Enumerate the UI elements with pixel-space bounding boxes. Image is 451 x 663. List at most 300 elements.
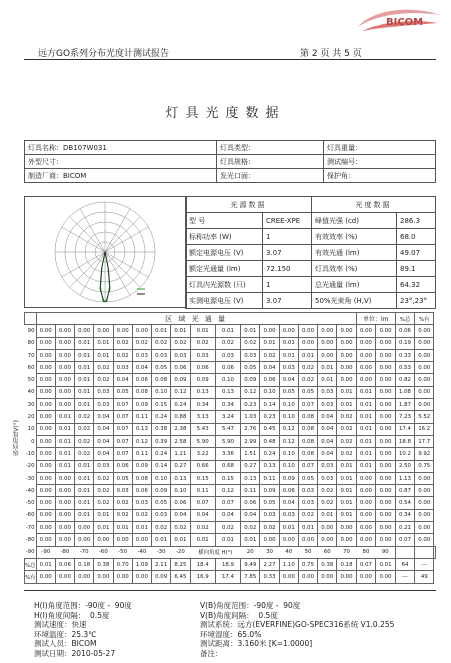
- source-header: 光源数据: [186, 197, 312, 213]
- zone-cell: 0.06: [171, 497, 190, 509]
- zone-cell: 0.14: [260, 399, 279, 411]
- zone-row: [25, 386, 436, 398]
- zone-cell: 0.05: [113, 386, 132, 398]
- zone-cell: 9.49: [241, 558, 260, 570]
- zone-cell: 0.08: [298, 411, 317, 423]
- zone-cell: 0.01: [279, 349, 298, 361]
- zone-cell: 0.03: [94, 460, 113, 472]
- x-tick-label: 40: [285, 549, 293, 556]
- zone-cell: 0.07: [395, 534, 414, 546]
- table-row: [186, 245, 436, 261]
- zone-cell: 0.01: [75, 472, 94, 484]
- src-label: 标称功率 (W): [186, 229, 263, 245]
- zone-cell: 0.04: [190, 509, 215, 521]
- zone-cell: 0.05: [152, 362, 171, 374]
- zone-cell: 0.00: [337, 571, 356, 583]
- zone-cell: 0.03: [318, 399, 337, 411]
- zone-cell: 0.00: [132, 534, 151, 546]
- zone-cell: 0.10: [171, 485, 190, 497]
- zone-cell: 0.02: [75, 411, 94, 423]
- x-axis-row: [25, 546, 436, 558]
- zone-cell: 0.10: [260, 386, 279, 398]
- zone-cell: 0.00: [356, 509, 376, 521]
- zone-title: 区 域 光 通 量: [36, 313, 356, 325]
- zone-cell: 0.00: [55, 485, 74, 497]
- zone-cell: 0.02: [298, 362, 317, 374]
- zone-cell: 0.03: [94, 386, 113, 398]
- zone-cell: 0.09: [190, 374, 215, 386]
- row-label: %有: [25, 571, 37, 583]
- polar-intensity-plot: [24, 196, 187, 308]
- y-tick-label: 90: [25, 325, 37, 337]
- zone-cell: 0.10: [215, 374, 240, 386]
- zone-cell: 0.01: [75, 349, 94, 361]
- zone-cell: 0.07: [215, 497, 240, 509]
- zone-cell: 0.18: [337, 558, 356, 570]
- zone-cell: 0.00: [36, 374, 55, 386]
- zone-cell: 0.00: [376, 448, 396, 460]
- zone-cell: 0.01: [94, 509, 113, 521]
- zone-row: [25, 362, 436, 374]
- zone-cell: 0.04: [241, 509, 260, 521]
- zone-cell: 0.06: [55, 558, 74, 570]
- zone-cell: ---: [415, 558, 434, 570]
- zone-cell: 0.15: [152, 399, 171, 411]
- zone-cell: 0.15: [190, 472, 215, 484]
- zone-cell: 0.00: [94, 534, 113, 546]
- zone-cell: 0.00: [132, 325, 151, 337]
- zone-cell: 0.07: [113, 423, 132, 435]
- zone-cell: 0.07: [298, 460, 317, 472]
- zone-cell: 0.02: [298, 374, 317, 386]
- zone-cell: 0.01: [215, 534, 240, 546]
- zone-cell: 0.08: [132, 472, 151, 484]
- zone-cell: 0.08: [298, 448, 317, 460]
- zone-cell: 3.13: [190, 411, 215, 423]
- x-tick-label: -70: [79, 549, 89, 556]
- zone-cell: 0.01: [55, 411, 74, 423]
- src-value: 1: [263, 277, 312, 293]
- zone-cell: 0.00: [415, 325, 434, 337]
- zone-cell: 0.48: [260, 435, 279, 447]
- zone-cell: 0.00: [376, 399, 396, 411]
- zone-cell: 0.00: [356, 497, 376, 509]
- zone-cell: 0.00: [356, 534, 376, 546]
- zone-cell: 0.00: [337, 522, 356, 534]
- zone-cell: 0.04: [94, 448, 113, 460]
- zone-cell: 0.01: [356, 435, 376, 447]
- zone-cell: 0.00: [298, 325, 317, 337]
- x-tick-label: -80: [60, 549, 70, 556]
- zone-cell: 0.03: [132, 497, 151, 509]
- zone-cell: 0.00: [376, 534, 396, 546]
- y-tick-label: -50: [25, 497, 37, 509]
- zone-cell: 0.01: [190, 325, 215, 337]
- zone-cell: 0.01: [55, 448, 74, 460]
- zone-cell: 0.02: [75, 448, 94, 460]
- zone-cell: 0.01: [356, 460, 376, 472]
- zone-cell: 0.01: [171, 534, 190, 546]
- zone-cell: 0.00: [376, 497, 396, 509]
- zone-cell: 0.08: [132, 386, 151, 398]
- zone-cell: 5.47: [215, 423, 240, 435]
- zone-cell: 0.11: [241, 485, 260, 497]
- zone-cell: 0.01: [318, 362, 337, 374]
- zone-cell: 0.00: [415, 374, 434, 386]
- zone-cell: 3.36: [215, 448, 240, 460]
- photometric-header: 光度数据: [312, 197, 436, 213]
- zone-cell: 0.01: [279, 522, 298, 534]
- zone-cell: 0.00: [337, 349, 356, 361]
- zone-cell: 0.03: [318, 472, 337, 484]
- zone-cell: 0.02: [337, 423, 356, 435]
- src-label: 灯具内光源数 (只): [186, 277, 263, 293]
- zone-cell: 0.03: [298, 497, 317, 509]
- zone-cell: 0.00: [75, 325, 94, 337]
- zone-cell: 0.00: [55, 522, 74, 534]
- zone-cell: 0.08: [298, 435, 317, 447]
- zone-cell: 0.21: [395, 522, 414, 534]
- zone-cell: 0.45: [260, 423, 279, 435]
- zone-cell: 0.03: [94, 399, 113, 411]
- zone-cell: 0.00: [75, 534, 94, 546]
- zone-cell: 0.01: [356, 399, 376, 411]
- x-tick-label: -50: [118, 549, 128, 556]
- zone-cell: 0.38: [94, 558, 113, 570]
- zone-cell: 0.01: [298, 349, 317, 361]
- zone-cell: 0.12: [171, 386, 190, 398]
- zone-cell: 0.09: [241, 374, 260, 386]
- zone-cell: 0.06: [190, 362, 215, 374]
- zone-cell: 0.00: [55, 399, 74, 411]
- zone-cell: 0.13: [260, 460, 279, 472]
- zone-cell: 0.02: [152, 337, 171, 349]
- y-tick-label: -70: [25, 522, 37, 534]
- zone-cell: 0.01: [241, 325, 260, 337]
- zone-cell: 16.9: [190, 571, 215, 583]
- zone-cell: 0.12: [279, 435, 298, 447]
- x-tick-label: 80: [362, 549, 370, 556]
- y-tick-label: -60: [25, 509, 37, 521]
- zone-cell: 0.13: [171, 472, 190, 484]
- src-label: 实测电源电压 (V): [186, 293, 263, 309]
- zone-cell: 0.01: [152, 534, 171, 546]
- zone-cell: 0.00: [36, 497, 55, 509]
- zone-cell: 0.00: [55, 374, 74, 386]
- zone-cell: 17.4: [395, 423, 414, 435]
- zone-cell: 0.01: [55, 435, 74, 447]
- zone-cell: 0.02: [132, 337, 151, 349]
- zone-cell: 0.09: [132, 460, 151, 472]
- page-title: 灯具光度数据: [165, 106, 286, 121]
- zone-cell: 0.11: [132, 411, 151, 423]
- y-tick-label: 80: [25, 337, 37, 349]
- y-tick-label: -80: [25, 534, 37, 546]
- zone-cell: 0.00: [279, 534, 298, 546]
- zone-cell: 0.23: [260, 411, 279, 423]
- zone-row: [25, 460, 436, 472]
- x-tick-label: 50: [304, 549, 312, 556]
- zone-row: [25, 374, 436, 386]
- x-tick-label: 70: [343, 549, 350, 556]
- zone-cell: 0.07: [190, 497, 215, 509]
- zone-cell: 0.00: [55, 509, 74, 521]
- zone-cell: 0.24: [152, 448, 171, 460]
- fixture-weight-cell: 灯具重量：: [324, 141, 436, 155]
- table-row: [186, 229, 436, 245]
- zone-cell: 0.02: [318, 497, 337, 509]
- fixture-type-cell: 灯具类型：: [217, 141, 324, 155]
- zone-cell: 0.00: [36, 571, 55, 583]
- zone-cell: 0.00: [376, 362, 396, 374]
- zone-cell: 0.05: [298, 386, 317, 398]
- zone-cell: 0.00: [337, 534, 356, 546]
- zone-cell: 2.11: [152, 558, 171, 570]
- zone-row: [25, 522, 436, 534]
- spec-cell: 灯具规格：: [217, 155, 324, 169]
- zone-cell: 0.00: [113, 534, 132, 546]
- zone-cell: 0.00: [279, 571, 298, 583]
- zone-cell: 0.02: [94, 374, 113, 386]
- footer-rule: [24, 590, 436, 591]
- zone-cell: 0.00: [318, 522, 337, 534]
- y-tick-label: -40: [25, 485, 37, 497]
- zone-cell: 0.03: [171, 349, 190, 361]
- zone-cell: 0.01: [356, 448, 376, 460]
- zone-cell: 0.00: [376, 386, 396, 398]
- zone-cell: 0.08: [298, 423, 317, 435]
- zone-cell: 0.01: [241, 534, 260, 546]
- zone-cell: 0.00: [36, 362, 55, 374]
- y-tick-label: -30: [25, 472, 37, 484]
- zone-cell: 0.01: [75, 509, 94, 521]
- zone-cell: 0.01: [75, 374, 94, 386]
- zone-cell: 0.06: [260, 374, 279, 386]
- zone-cell: 0.09: [152, 571, 171, 583]
- zone-cell: 0.02: [132, 509, 151, 521]
- zone-cell: 0.02: [113, 509, 132, 521]
- table-row: [25, 155, 436, 169]
- zone-cell: 0.70: [113, 558, 132, 570]
- src-value: 3.07: [263, 293, 312, 309]
- zone-cell: 0.00: [376, 472, 396, 484]
- zone-cell: 2.50: [395, 460, 414, 472]
- zone-cell: 0.01: [356, 423, 376, 435]
- zone-cell: 0.00: [415, 485, 434, 497]
- table-header-row: [186, 197, 436, 213]
- zone-cell: 0.00: [55, 497, 74, 509]
- zone-cell: 0.00: [36, 386, 55, 398]
- zone-cell: 0.07: [113, 399, 132, 411]
- x-axis-spacer: [395, 546, 414, 558]
- zone-cell: 0.00: [55, 534, 74, 546]
- table-row: [25, 141, 436, 155]
- zone-cell: 0.01: [337, 386, 356, 398]
- zone-row: [25, 337, 436, 349]
- photo-value: 89.1: [397, 261, 436, 277]
- footer-left: H(Ⅰ)角度范围：-90度 - 90度 H(Ⅰ)角度间隔： 0.5度 测试速度：快速 环境温度：25.3℃ 测试人员：BICOM 测试日期：2010-05-27: [34, 601, 132, 658]
- page-indicator: 第 2 页 共 5 页: [300, 49, 362, 59]
- photo-value: 49.07: [397, 245, 436, 261]
- zone-cell: 0.27: [241, 460, 260, 472]
- zone-cell: 0.00: [376, 325, 396, 337]
- zone-cell: 1.13: [395, 472, 414, 484]
- zone-cell: 0.10: [279, 411, 298, 423]
- zone-cell: 0.02: [298, 509, 317, 521]
- y-tick-label: 30: [25, 399, 37, 411]
- zone-cell: 0.75: [298, 558, 317, 570]
- zone-cell: 0.00: [337, 362, 356, 374]
- zone-cell: 0.00: [356, 325, 376, 337]
- zone-cell: 0.03: [190, 349, 215, 361]
- zone-cell: 0.00: [36, 448, 55, 460]
- zone-cell: 0.01: [318, 509, 337, 521]
- zone-cell: 0.24: [171, 399, 190, 411]
- zone-cell: 0.02: [190, 522, 215, 534]
- zone-cell: 0.75: [415, 460, 434, 472]
- zone-cell: 0.02: [215, 337, 240, 349]
- zone-cell: 0.03: [260, 509, 279, 521]
- zone-cell: 0.01: [152, 325, 171, 337]
- zone-cell: 0.01: [356, 411, 376, 423]
- zone-cell: 0.27: [171, 460, 190, 472]
- photo-label: 峰值光强 (cd): [312, 213, 397, 229]
- zone-cell: 0.00: [75, 522, 94, 534]
- zone-cell: 0.00: [376, 374, 396, 386]
- zonal-flux-table: [24, 312, 436, 584]
- y-tick-label: -10: [25, 448, 37, 460]
- table-row: [186, 293, 436, 309]
- zone-cell: 0.01: [55, 460, 74, 472]
- zone-cell: 0.00: [36, 325, 55, 337]
- zone-cell: 0.01: [215, 325, 240, 337]
- zone-cell: 2.76: [241, 423, 260, 435]
- zone-cell: 0.87: [395, 485, 414, 497]
- zone-cell: 0.00: [318, 571, 337, 583]
- zone-cell: 0.01: [113, 522, 132, 534]
- zone-cell: 0.00: [36, 399, 55, 411]
- y-tick-label: 60: [25, 362, 37, 374]
- zone-cell: 0.05: [113, 472, 132, 484]
- zone-cell: 0.00: [376, 522, 396, 534]
- zone-cell: 0.00: [356, 522, 376, 534]
- zone-cell: 0.68: [215, 460, 240, 472]
- zone-cell: 0.13: [215, 386, 240, 398]
- photo-value: 23°,23°: [397, 293, 436, 309]
- zone-cell: 0.01: [337, 509, 356, 521]
- zone-cell: 0.00: [356, 337, 376, 349]
- table-row: [186, 261, 436, 277]
- zone-cell: 0.00: [356, 571, 376, 583]
- zone-cell: 0.04: [279, 374, 298, 386]
- zone-cell: 0.00: [298, 534, 317, 546]
- zone-cell: 0.06: [215, 362, 240, 374]
- x-tick-label: 60: [323, 549, 331, 556]
- zone-cell: 3.22: [190, 448, 215, 460]
- zone-cell: 0.00: [36, 460, 55, 472]
- manufacturer-cell: 制造厂商：BICOM: [25, 169, 217, 183]
- zone-cell: 0.04: [132, 362, 151, 374]
- zone-cell: 0.24: [152, 411, 171, 423]
- zone-cell: 0.38: [318, 558, 337, 570]
- zone-cell: 0.04: [318, 448, 337, 460]
- zone-cell: 5.43: [190, 423, 215, 435]
- zone-cell: 0.00: [94, 571, 113, 583]
- zone-cell: 0.54: [395, 497, 414, 509]
- zone-cell: 0.04: [94, 435, 113, 447]
- zone-cell: 0.00: [279, 325, 298, 337]
- zone-cell: 0.00: [337, 325, 356, 337]
- zone-cell: 0.00: [318, 325, 337, 337]
- zone-cell: 10.2: [395, 448, 414, 460]
- zone-cell: 0.34: [215, 399, 240, 411]
- x-axis-spacer: [434, 546, 436, 558]
- zone-cell: 0.01: [260, 337, 279, 349]
- zone-cell: 0.01: [337, 460, 356, 472]
- zone-cell: 0.01: [75, 485, 94, 497]
- zone-cell: 0.13: [190, 386, 215, 398]
- src-label: 型 号: [186, 213, 263, 229]
- row-label: %总: [25, 558, 37, 570]
- zone-cell: 0.05: [298, 472, 317, 484]
- y-tick-label: 40: [25, 386, 37, 398]
- pct-total-row: [25, 558, 436, 570]
- zone-cell: 0.00: [260, 534, 279, 546]
- zone-cell: 0.00: [55, 337, 74, 349]
- zone-cell: 0.05: [241, 362, 260, 374]
- zone-cell: 0.09: [279, 472, 298, 484]
- zone-cell: 0.00: [376, 571, 396, 583]
- dimensions-cell: 外型尺寸：: [25, 155, 217, 169]
- zone-cell: 0.04: [318, 435, 337, 447]
- zone-cell: 0.01: [75, 337, 94, 349]
- zone-cell: 0.82: [395, 374, 414, 386]
- x-tick-label: -20: [175, 549, 185, 556]
- zone-cell: 0.12: [215, 485, 240, 497]
- zone-cell: 0.01: [171, 325, 190, 337]
- zone-cell: 0.11: [132, 448, 151, 460]
- zone-cell: 0.02: [94, 485, 113, 497]
- zone-cell: 0.00: [298, 571, 317, 583]
- zone-cell: 0.00: [36, 337, 55, 349]
- zone-cell: 0.06: [113, 460, 132, 472]
- zone-cell: 8.25: [171, 558, 190, 570]
- zone-cell: 0.03: [132, 349, 151, 361]
- test-number-cell: 测试编号：: [324, 155, 436, 169]
- zone-cell: 0.05: [152, 497, 171, 509]
- zone-cell: 17.7: [415, 435, 434, 447]
- zone-cell: 0.00: [376, 337, 396, 349]
- zone-cell: 0.01: [279, 337, 298, 349]
- zone-cell: 0.01: [337, 399, 356, 411]
- zone-header-row: [25, 313, 436, 325]
- zone-cell: 0.01: [337, 497, 356, 509]
- zone-cell: 0.06: [279, 485, 298, 497]
- source-data-table: [185, 196, 436, 309]
- zone-cell: 0.03: [152, 509, 171, 521]
- zone-cell: 0.00: [55, 571, 74, 583]
- y-tick-label: 0: [25, 435, 37, 447]
- zone-cell: 0.04: [260, 362, 279, 374]
- zone-cell: 0.03: [298, 485, 317, 497]
- zone-cell: 0.01: [75, 399, 94, 411]
- src-value: CREE-XPE: [263, 213, 312, 229]
- zone-row: [25, 497, 436, 509]
- table-row: [186, 277, 436, 293]
- photo-value: 286.3: [397, 213, 436, 229]
- zone-cell: 0.00: [376, 485, 396, 497]
- zone-cell: 0.34: [395, 509, 414, 521]
